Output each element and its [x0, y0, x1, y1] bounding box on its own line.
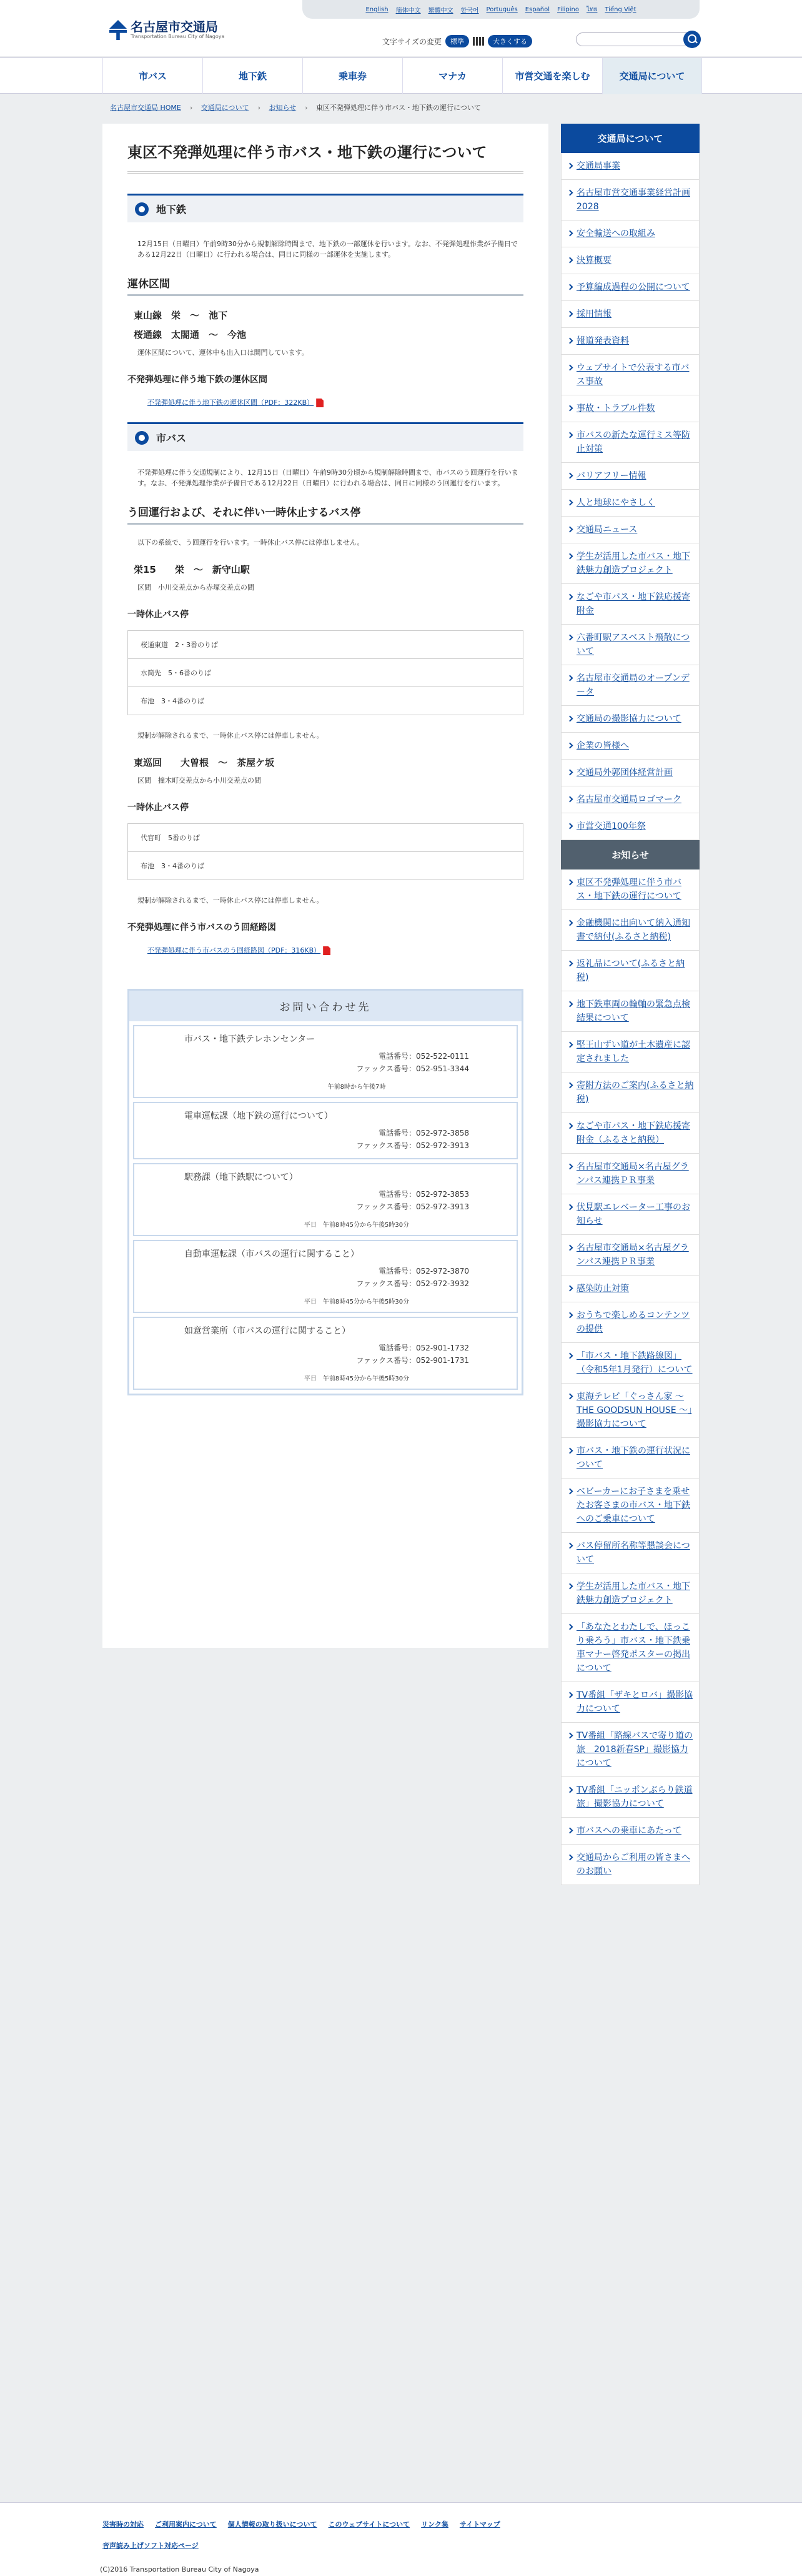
search-icon[interactable] [683, 31, 701, 48]
nav-enjoy[interactable]: 市営交通を楽しむ [502, 58, 602, 94]
sidebar-about-link[interactable]: 交通局事業 [562, 153, 699, 180]
site-header [0, 0, 802, 56]
breadcrumb-home[interactable]: 名古屋市交通局 HOME [110, 104, 181, 112]
suspend-line: 桜通線 太閤通 ～ 今池 [134, 329, 247, 340]
contact-item: 市バス・地下鉄テレホンセンター 電話番号：052-522-0111 ファックス番号：052-951-3344 午前8時から午後7時 [133, 1025, 518, 1098]
sidebar-news-link[interactable]: 「あなたとわたしで、ほっこり乗ろう」市バス・地下鉄乗車マナー啓発ポスターの掲出について [562, 1614, 699, 1682]
sidebar-news-link[interactable]: TV番組「ザキとロバ」撮影協力について [562, 1682, 699, 1723]
sidebar-news-link[interactable]: 市バス・地下鉄の運行状況について [562, 1438, 699, 1479]
lang-link[interactable]: Português [486, 6, 518, 13]
font-size-control [382, 35, 532, 47]
breadcrumb: 名古屋市交通局 HOME › 交通局について › お知らせ › 東区不発弾処理に伴う市バス・地下鉄の運行について [110, 104, 481, 112]
bus-map-pdf-link[interactable]: 不発弾処理に伴う市バスのう回経路図（PDF：316KB） [147, 945, 330, 955]
nav-bus[interactable]: 市バス [102, 58, 202, 94]
suspend-heading: 運休区間 [127, 275, 523, 296]
lang-link[interactable]: 한국어 [460, 7, 479, 14]
pdf-icon [323, 946, 330, 955]
route-section: 区間 撞木町交差点から小川交差点の間 [137, 776, 261, 785]
contact-box [127, 989, 523, 1395]
lang-link[interactable]: 繁體中文 [428, 7, 453, 14]
sidebar-news-link[interactable]: 金融機関に出向いて納入通知書で納付(ふるさと納税) [562, 910, 699, 951]
sidebar-about-link[interactable]: 人と地球にやさしく [562, 490, 699, 517]
contact-item: 駅務課（地下鉄駅について） 電話番号：052-972-3853 ファックス番号：052-972-3913 平日 午前8時45分から午後5時30分 [133, 1163, 518, 1236]
contact-item: 自動車運転課（市バスの運行に関すること） 電話番号：052-972-3870 ファックス番号：052-972-3932 平日 午前8時45分から午後5時30分 [133, 1240, 518, 1313]
sidebar-about-link[interactable]: 市バスの新たな運行ミス等防止対策 [562, 422, 699, 463]
lang-link[interactable]: ไทย [586, 6, 598, 13]
sidebar-news-link[interactable]: 「市バス・地下鉄路線図」（令和5年1月発行）について [562, 1343, 699, 1384]
sidebar-news-link[interactable]: 返礼品について(ふるさと納税) [562, 951, 699, 991]
lang-link[interactable]: 簡体中文 [395, 7, 421, 14]
page-title: 東区不発弾処理に伴う市バス・地下鉄の運行について [127, 142, 523, 174]
sidebar-news-link[interactable]: 名古屋市交通局×名古屋グランパス連携ＰＲ事業 [562, 1154, 699, 1194]
bus-text: 不発弾処理に伴う交通規制により、12月15日（日曜日）午前9時30分頃から規制解除時間まで、市バスのう回運行を行います。なお、不発弾処理作業が予備日である12月22日（日曜日）に行われる場合は、同日に同様のう回運行を行います。 [137, 468, 518, 487]
global-nav [0, 57, 802, 94]
bus-heading: 市バス [127, 422, 523, 451]
sidebar-news-list [561, 869, 700, 1885]
sidebar-about-heading: 交通局について [561, 124, 700, 153]
pdf-icon [316, 399, 324, 407]
sidebar-about-link[interactable]: 採用情報 [562, 301, 699, 328]
search-input[interactable] [576, 32, 701, 46]
sidebar-about-link[interactable]: 予算編成過程の公開について [562, 274, 699, 301]
site-footer [0, 2502, 802, 2576]
detour-heading: う回運行および、それに伴い一時休止するバス停 [127, 503, 523, 525]
footer-link[interactable]: ご利用案内について [155, 2520, 217, 2529]
stops-note: 規制が解除されるまで、一時休止バス停には停車しません。 [137, 731, 324, 740]
sidebar-news-link[interactable]: 堅王山ずい道が土木遺産に認定されました [562, 1032, 699, 1073]
contact-heading: お問い合わせ先 [129, 991, 522, 1021]
detour-note: 以下の系統で、う回運行を行います。一時休止バス停には停車しません。 [137, 538, 364, 547]
bus-map-heading: 不発弾処理に伴う市バスのう回経路図 [127, 923, 276, 933]
sidebar-news-link[interactable]: バス停留所名称等懇談会について [562, 1533, 699, 1573]
stop-item: 代官町 5番のりば [128, 824, 523, 852]
sidebar-news-link[interactable]: 東区不発弾処理に伴う市バス・地下鉄の運行について [562, 869, 699, 910]
subway-map-pdf-link[interactable]: 不発弾処理に伴う地下鉄の運休区間（PDF：322KB） [147, 397, 324, 407]
sidebar-news-link[interactable]: おうちで楽しめるコンテンツの提供 [562, 1302, 699, 1343]
sidebar-about-link[interactable]: 決算概要 [562, 247, 699, 274]
font-large-button[interactable]: 大きくする [488, 35, 532, 47]
sidebar-news-link[interactable]: ベビーカーにお子さまを乗せたお客さまの市バス・地下鉄へのご乗車について [562, 1479, 699, 1533]
logo-icon [109, 20, 127, 40]
footer-link[interactable]: 個人情報の取り扱いについて [227, 2520, 317, 2529]
stops-table [127, 630, 523, 715]
site-logo[interactable] [109, 20, 224, 40]
footer-link[interactable]: 災害時の対応 [102, 2520, 144, 2529]
route-section: 区間 小川交差点から赤塚交差点の間 [137, 583, 254, 592]
font-standard-button[interactable]: 標準 [445, 35, 469, 47]
sidebar-about-link[interactable]: 交通局ニュース [562, 517, 699, 543]
breadcrumb-current: 東区不発弾処理に伴う市バス・地下鉄の運行について [316, 104, 481, 112]
stops-heading: 一時休止バス停 [127, 610, 189, 620]
suspend-line: 東山線 栄 ～ 池下 [134, 310, 228, 321]
sidebar-news-link[interactable]: 寄附方法のご案内(ふるさと納税) [562, 1073, 699, 1113]
footer-link[interactable]: リンク集 [421, 2520, 448, 2529]
sidebar-news-link[interactable]: なごや市バス・地下鉄応援寄附金（ふるさと納税） [562, 1113, 699, 1154]
lang-link[interactable]: English [365, 6, 389, 13]
sidebar-about-link[interactable]: なごや市バス・地下鉄応援寄附金 [562, 584, 699, 625]
sidebar-news-link[interactable]: TV番組「路線バスで寄り道の旅 2018新春SP」撮影協力について [562, 1723, 699, 1777]
stops-table [127, 823, 523, 880]
stop-item: 桜通東道 2・3番のりば [128, 631, 523, 659]
sidebar-news-link[interactable]: 感染防止対策 [562, 1276, 699, 1302]
logo-title: 名古屋市交通局 [131, 19, 218, 34]
lang-link[interactable]: Filipino [557, 6, 579, 13]
sidebar-about-link[interactable]: 市営交通100年祭 [562, 813, 699, 840]
subway-text: 12月15日（日曜日）午前9時30分から規制解除時間まで、地下鉄の一部運休を行います。なお、不発弾処理作業が予備日である12月22日（日曜日）に行われる場合は、同日に同様の一部運休を実施します。 [137, 240, 518, 259]
font-bars-icon [473, 37, 484, 46]
sidebar-news-link[interactable]: 市バスへの乗車にあたって [562, 1818, 699, 1845]
bus-route: 栄15 栄 ～ 新守山駅 [134, 564, 250, 575]
sidebar-news-link[interactable]: 東海テレビ「ぐっさん家 ～ THE GOODSUN HOUSE ～」撮影協力について [562, 1384, 699, 1438]
sidebar-news-link[interactable]: TV番組「ニッポンぶらり鉄道旅」撮影協力について [562, 1777, 699, 1818]
contact-item: 電車運転課（地下鉄の運行について） 電話番号：052-972-3858 ファックス番号：052-972-3913 [133, 1102, 518, 1159]
sidebar-about-link[interactable]: 事故・トラブル件数 [562, 395, 699, 422]
sidebar-about-link[interactable]: バリアフリー情報 [562, 463, 699, 490]
footer-link[interactable]: このウェブサイトについて [328, 2520, 410, 2529]
logo-subtitle: Transportation Bureau City of Nagoya [131, 34, 225, 39]
nav-manaca[interactable]: マナカ [402, 58, 502, 94]
subway-heading: 地下鉄 [127, 194, 523, 222]
suspend-note: 運休区間について、運休中も出入口は開門しています。 [137, 349, 309, 357]
sidebar-about-link[interactable]: 交通局の撮影協力について [562, 706, 699, 733]
nav-tickets[interactable]: 乗車券 [302, 58, 402, 94]
stop-item: 布池 3・4番のりば [141, 697, 204, 705]
main-content [102, 124, 548, 1648]
subway-map-heading: 不発弾処理に伴う地下鉄の運休区間 [127, 375, 267, 385]
copyright: (C)2016 Transportation Bureau City of Nagoya [100, 2565, 259, 2574]
nav-about[interactable]: 交通局について [602, 58, 702, 94]
breadcrumb-news[interactable]: お知らせ [269, 104, 297, 112]
footer-link[interactable]: 音声読み上げソフト対応ページ [102, 2542, 199, 2550]
font-size-label: 文字サイズの変更 [382, 37, 442, 46]
sidebar-about-link[interactable]: 交通局外郭団体経営計画 [562, 760, 699, 786]
sidebar-news-link[interactable]: 交通局からご利用の皆さまへのお願い [562, 1845, 699, 1885]
sidebar-news-link[interactable]: 伏見駅エレベーター工事のお知らせ [562, 1194, 699, 1235]
sidebar-about-link[interactable]: 報道発表資料 [562, 328, 699, 355]
lang-link[interactable]: Español [525, 6, 550, 13]
sidebar-about-link[interactable]: 名古屋市交通局ロゴマーク [562, 786, 699, 813]
sidebar-news-heading: お知らせ [561, 840, 700, 869]
breadcrumb-about[interactable]: 交通局について [200, 104, 249, 112]
sidebar-about-link[interactable]: 学生が活用した市バス・地下鉄魅力創造プロジェクト [562, 543, 699, 584]
sidebar-news-link[interactable]: 名古屋市交通局×名古屋グランパス連携ＰＲ事業 [562, 1235, 699, 1276]
footer-link[interactable]: サイトマップ [459, 2520, 500, 2529]
footer-links [102, 2519, 602, 2550]
sidebar-about-link[interactable]: 名古屋市営交通事業経営計画2028 [562, 180, 699, 220]
nav-subway[interactable]: 地下鉄 [202, 58, 302, 94]
sidebar-about-link[interactable]: 安全輸送への取組み [562, 220, 699, 247]
sidebar-news-link[interactable]: 学生が活用した市バス・地下鉄魅力創造プロジェクト [562, 1573, 699, 1614]
bus-route: 東巡回 大曽根 ～ 茶屋ケ坂 [134, 757, 275, 768]
sidebar-about-link[interactable]: 企業の皆様へ [562, 733, 699, 760]
stops-heading: 一時休止バス停 [127, 803, 189, 813]
sidebar [561, 124, 700, 1885]
sidebar-about-link[interactable]: 六番町駅アスベスト飛散について [562, 625, 699, 665]
lang-link[interactable]: Tiếng Việt [605, 6, 636, 13]
sidebar-about-list [561, 153, 700, 840]
stop-item: 水筒先 5・6番のりば [128, 659, 523, 687]
sidebar-about-link[interactable]: ウェブサイトで公表する市バス事故 [562, 355, 699, 395]
language-bar [302, 0, 700, 19]
stop-item: 布池 3・4番のりば [141, 862, 204, 870]
sidebar-news-link[interactable]: 地下鉄車両の輪軸の緊急点検結果について [562, 991, 699, 1032]
stops-note: 規制が解除されるまで、一時休止バス停には停車しません。 [137, 896, 324, 904]
contact-item: 如意営業所（市バスの運行に関すること） 電話番号：052-901-1732 ファックス番号：052-901-1731 平日 午前8時45分から午後5時30分 [133, 1317, 518, 1390]
sidebar-about-link[interactable]: 名古屋市交通局のオープンデータ [562, 665, 699, 706]
